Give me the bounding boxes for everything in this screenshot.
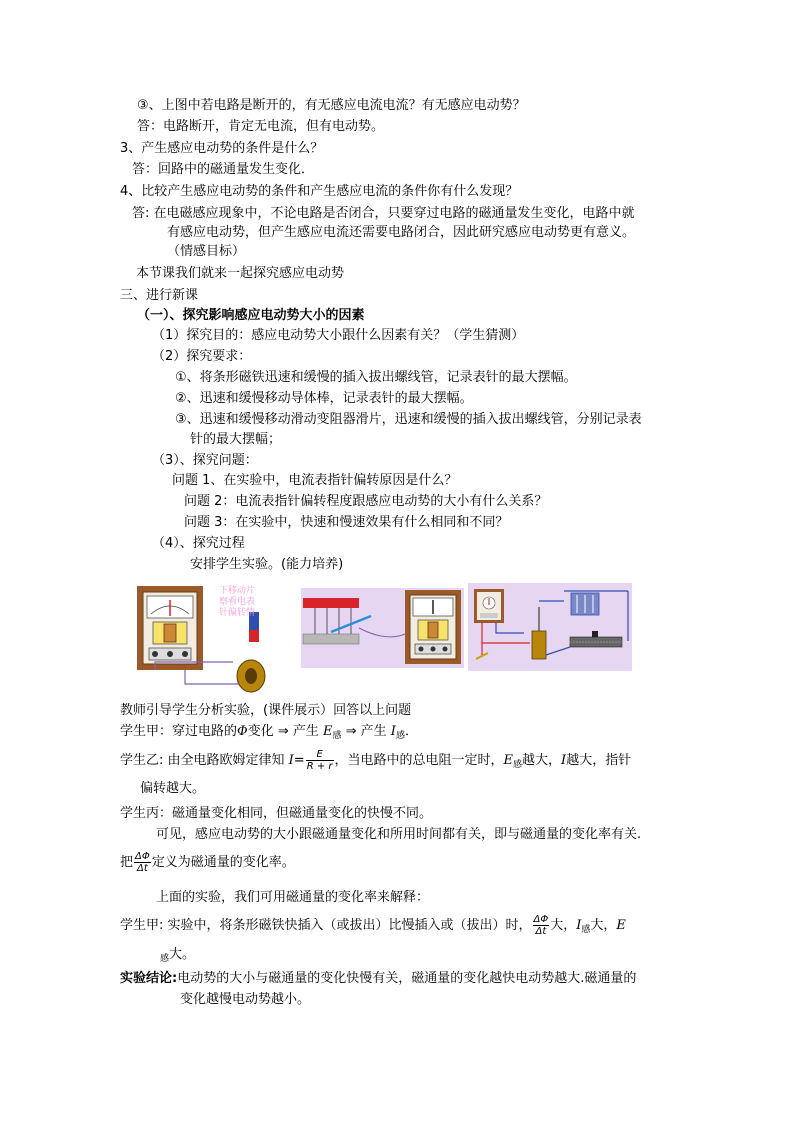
problem-2: 问题 2：电流表指针偏转程度跟感应电动势的大小有什么关系？	[184, 494, 548, 509]
student-b-line: 学生乙: 由全电路欧姆定律知 I= $\frac{E}{R + r}$ ，当电路中的总电阻一定时，$E_感$越大，I越大，指针	[120, 749, 632, 772]
question-4: 4、比较产生感应电动势的条件和产生感应电流的条件你有什么发现？	[120, 184, 519, 199]
figure-conductor-rod	[301, 588, 464, 668]
teacher-guide: 教师引导学生分析实验，(课件展示）回答以上问题	[120, 703, 412, 718]
rate-fraction: $\frac{\Delta\Phi}{\Delta t}$	[135, 851, 150, 874]
problem-3: 问题 3：在实验中，快速和慢速效果有什么相同和不同？	[184, 515, 509, 530]
answer-3: 答：回路中的磁通量发生变化．	[132, 162, 315, 177]
student-b-line2: 偏转越大。	[140, 781, 206, 796]
subsection-1-title: （一）、探究影响感应电动势大小的因素	[137, 308, 365, 323]
figure-galvanometer-magnet	[133, 584, 277, 696]
problem-1: 问题 1、在实验中，电流表指针偏转原因是什么？	[172, 473, 458, 488]
student-experiment: 安排学生实验。(能力培养)	[190, 557, 344, 572]
explore-purpose: （1）探究目的：感应电动势大小跟什么因素有关？（学生猜测）	[152, 328, 525, 343]
figure-caption: 下移动片 察看电表 针偏转情	[219, 586, 256, 618]
question-3: 3、产生感应电动势的条件是什么？	[120, 141, 324, 156]
requirement-1: ①、将条形磁铁迅速和缓慢的插入拔出螺线管，记录表针的最大摆幅。	[175, 370, 577, 385]
student-a-line: 学生甲：穿过电路的Φ变化 ⇒ 产生 $E_感$ ⇒ 产生 $I_感$．	[120, 724, 418, 741]
student-a-explain-line2: $_感$大。	[160, 947, 196, 964]
question-3-circle: ③、上图中若电路是断开的，有无感应电流电流？有无感应电动势？	[137, 98, 526, 113]
experiment-conclusion: 实验结论:电动势的大小与磁通量的变化快慢有关，磁通量的变化越快电动势越大.磁通量的	[120, 971, 637, 986]
requirement-3-line2: 针的最大摆幅；	[190, 432, 282, 447]
explore-process: （4）、探究过程	[152, 536, 245, 551]
explore-requirements: （2）探究要求：	[152, 349, 252, 364]
requirement-3-line1: ③、迅速和缓慢移动滑动变阻器滑片，迅速和缓慢的插入拔出螺线管，分别记录表	[175, 412, 642, 427]
answer-3-circle: 答：电路断开，肯定无电流，但有电动势。	[137, 119, 385, 134]
requirement-2: ②、迅速和缓慢移动导体棒，记录表针的最大摆幅。	[175, 391, 473, 406]
figure-circuit	[468, 583, 632, 671]
rate-definition: 把 $\frac{\Delta\Phi}{\Delta t}$ 定义为磁通量的变化率。	[120, 851, 295, 874]
emotion-goal: （情感目标）	[167, 244, 246, 259]
explore-questions: （3）、探究问题：	[152, 453, 258, 468]
conclusion-intro: 可见，感应电动势的大小跟磁通量变化和所用时间都有关，即与磁通量的变化率有关.	[156, 827, 642, 842]
rate-fraction-2: $\frac{\Delta\Phi}{\Delta t}$	[533, 914, 549, 937]
section-3-title: 三、进行新课	[120, 288, 199, 303]
student-c-line: 学生丙：磁通量变化相同，但磁通量变化的快慢不同。	[120, 806, 433, 821]
answer-4-line1: 答: 在电磁感应现象中，不论电路是否闭合，只要穿过电路的磁通量发生变化，电路中就	[132, 206, 635, 221]
ohm-fraction: $\frac{E}{R + r}$	[306, 749, 333, 772]
explain-intro: 上面的实验，我们可用磁通量的变化率来解释：	[156, 890, 430, 905]
student-a-explain: 学生甲: 实验中，将条形磁铁快插入（或拔出）比慢插入或（拔出）时， $\frac{\Delta\Phi}{\Delta t}$ 大，$I_感$大，E	[120, 914, 626, 937]
experiment-conclusion-line2: 变化越慢电动势越小。	[180, 992, 311, 1007]
lesson-intro: 本节课我们就来一起探究感应电动势	[136, 266, 345, 281]
answer-4-line2: 有感应电动势，但产生感应电流还需要电路闭合，因此研究感应电动势更有意义。	[167, 225, 636, 240]
